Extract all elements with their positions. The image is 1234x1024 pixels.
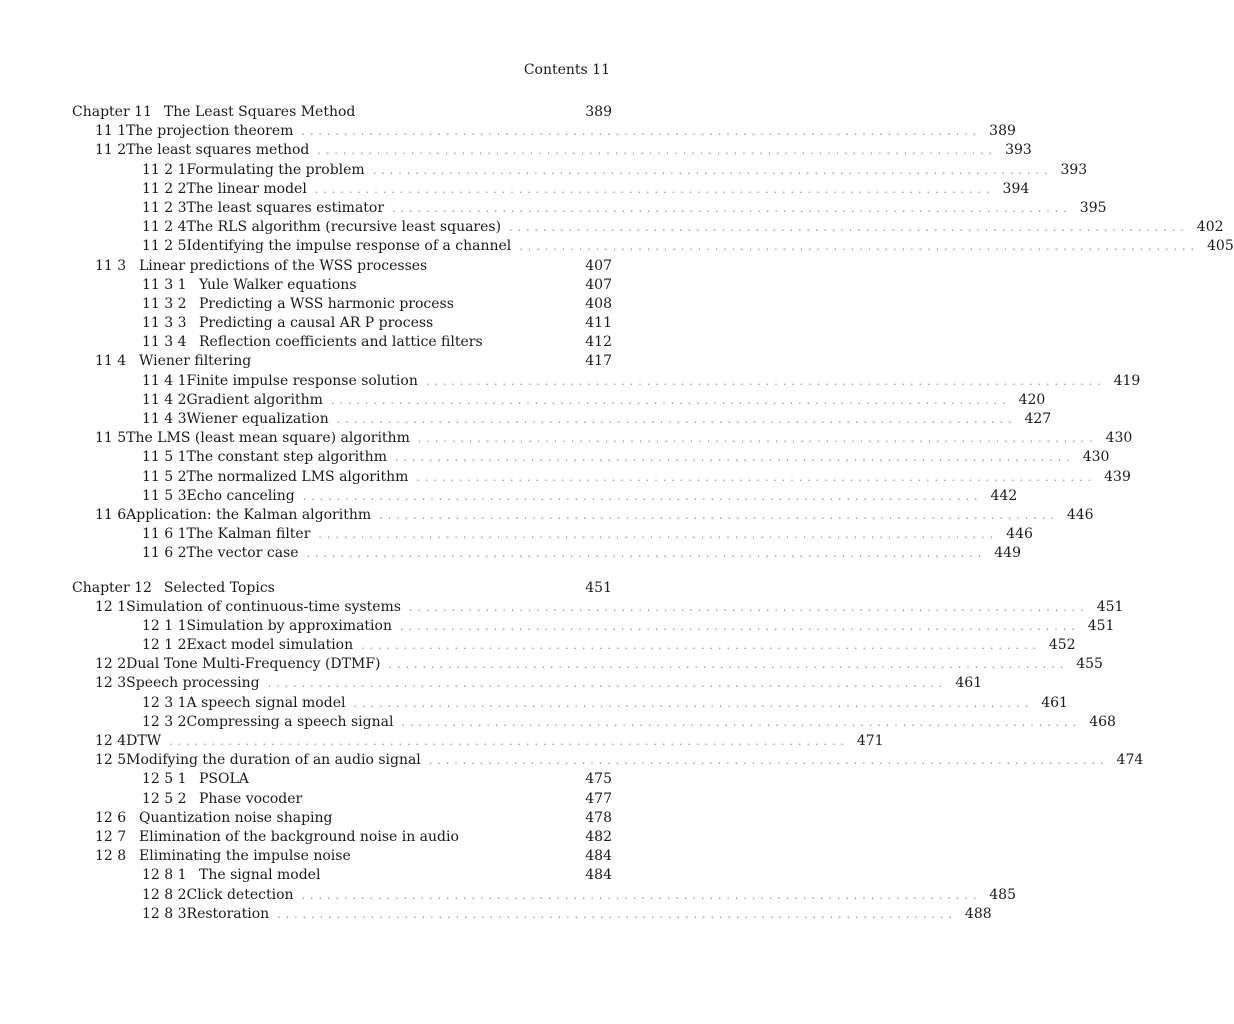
toc-entry-page-number: 484 [585, 867, 612, 884]
toc-entry-title: Selected Topics [163, 579, 275, 596]
toc-entry-subsection[interactable] [72, 334, 612, 353]
toc-entry-title: Formulating the problem [186, 161, 365, 178]
toc-entry-title: Restoration [186, 905, 270, 922]
toc-entry-subsection[interactable] [72, 791, 612, 810]
toc-entry-section[interactable] [72, 848, 612, 867]
toc-entry-number: 11 1 [95, 123, 127, 140]
toc-entry-title: Gradient algorithm [186, 391, 323, 408]
toc-entry-number: 11 4 2 [142, 391, 187, 408]
toc-entry-title: Wiener equalization [186, 411, 329, 427]
toc-entry-page-number: 485 [989, 886, 1016, 903]
toc-entry-section[interactable] [72, 142, 1032, 161]
toc-entry-number: 11 4 [95, 353, 127, 370]
leader-dots: ................................................................................ [417, 432, 1098, 446]
toc-entry-number: 11 5 [95, 430, 127, 447]
leader-dots: ................................................................................ [394, 451, 1075, 465]
toc-entry-number: Chapter 12 [72, 579, 152, 596]
toc-entry-number: 11 3 1 [142, 276, 187, 293]
toc-entry-page-number: 446 [1066, 506, 1094, 523]
leader-dots: ................................................................................ [509, 221, 1189, 235]
toc-entry-title: Quantization noise shaping [139, 809, 333, 826]
toc-entry-title: Linear predictions of the WSS processes [139, 257, 428, 274]
toc-entry-title: The Kalman filter [186, 526, 311, 543]
toc-entry-number: 12 5 1 [142, 771, 187, 788]
toc-entry-page-number: 420 [1018, 391, 1046, 408]
toc-entry-title: PSOLA [199, 771, 249, 788]
toc-entry-title: The linear model [186, 180, 307, 197]
toc-entry-title: The projection theorem [126, 123, 294, 140]
toc-entry-subsection[interactable] [72, 694, 1068, 714]
toc-entry-title: Identifying the impulse response of a channel [186, 238, 512, 255]
toc-entry-title: Predicting a causal AR P process [199, 315, 434, 332]
toc-entry-number: 11 6 [95, 506, 127, 523]
toc-entry-subsection[interactable] [72, 487, 1018, 507]
toc-entry-number: 12 5 2 [142, 790, 187, 807]
leader-dots: ................................................................................ [277, 907, 957, 921]
toc-entry-number: 11 5 2 [142, 468, 187, 485]
toc-entry-number: 12 1 [95, 598, 127, 615]
toc-entry-title: Application: the Kalman algorithm [126, 506, 372, 523]
toc-entry-page-number: 446 [1006, 526, 1033, 543]
toc-entry-page-number: 461 [955, 675, 983, 692]
toc-entry-page-number: 468 [1089, 713, 1116, 730]
leader-dots: ................................................................................ [372, 163, 1053, 177]
toc-entry-subsection[interactable] [72, 468, 1131, 488]
toc-entry-page-number: 488 [964, 905, 992, 922]
toc-entry-title: Predicting a WSS harmonic process [199, 295, 454, 312]
toc-entry-subsection[interactable] [72, 637, 1076, 656]
toc-entry-number: 12 6 [95, 809, 127, 826]
toc-entry-subsection[interactable] [72, 219, 1224, 238]
leader-dots: ................................................................................ [267, 677, 948, 691]
toc-entry-section[interactable] [72, 430, 1133, 449]
toc-entry-page-number: 389 [585, 104, 612, 120]
toc-entry-section[interactable] [72, 258, 612, 277]
toc-entry-number: 12 3 [95, 675, 127, 692]
toc-entry-chapter[interactable] [72, 104, 612, 123]
toc-entry-number: 11 2 5 [142, 238, 187, 255]
toc-entry-page-number: 393 [1060, 161, 1088, 178]
toc-entry-title: The normalized LMS algorithm [186, 468, 409, 485]
toc-entry-page-number: 430 [1082, 449, 1110, 466]
toc-entry-number: 11 3 2 [142, 295, 187, 312]
toc-entry-title: Finite impulse response solution [186, 372, 418, 389]
toc-entry-page-number: 430 [1105, 430, 1133, 447]
toc-entry-page-number: 407 [585, 257, 612, 274]
toc-entry-section[interactable] [72, 752, 1144, 771]
toc-entry-title: The RLS algorithm (recursive least squares) [186, 219, 502, 236]
leader-dots: ................................................................................ [392, 201, 1072, 215]
toc-entry-page-number: 451 [585, 579, 612, 596]
table-of-contents [72, 104, 1234, 925]
toc-entry-title: Compressing a speech signal [186, 713, 394, 730]
toc-entry-section[interactable] [72, 829, 612, 848]
running-header: Contents 11 [523, 62, 610, 78]
toc-entry-title: The Least Squares Method [163, 104, 356, 120]
toc-entry-number: 11 4 1 [142, 372, 187, 389]
leader-dots: ................................................................................ [336, 413, 1017, 426]
toc-entry-number: 11 2 1 [142, 161, 187, 178]
toc-entry-subsection[interactable] [72, 886, 1016, 906]
toc-entry-number: 11 4 3 [142, 411, 187, 427]
toc-entry-page-number: 442 [990, 487, 1018, 504]
toc-entry-title: Click detection [186, 886, 294, 903]
toc-entry-page-number: 417 [585, 353, 612, 370]
leader-dots: ................................................................................ [408, 600, 1089, 614]
toc-entry-section[interactable] [72, 506, 1094, 526]
toc-entry-page-number: 402 [1196, 219, 1224, 236]
leader-dots: ................................................................................ [306, 547, 987, 561]
toc-entry-subsection[interactable] [72, 545, 1021, 564]
toc-entry-number: 12 5 [95, 752, 127, 769]
toc-entry-number: 11 5 3 [142, 487, 187, 504]
toc-entry-title: The LMS (least mean square) algorithm [126, 430, 410, 447]
toc-entry-page-number: 475 [585, 771, 612, 788]
leader-dots: ................................................................................ [353, 696, 1034, 710]
toc-entry-number: 12 8 3 [142, 905, 187, 922]
toc-entry-number: 11 2 [95, 142, 127, 159]
toc-entry-page-number: 461 [1041, 694, 1068, 711]
leader-dots: ................................................................................ [301, 888, 982, 902]
toc-entry-page-number: 451 [1087, 617, 1115, 634]
toc-entry-subsection[interactable] [72, 180, 1030, 200]
toc-entry-page-number: 474 [1116, 752, 1144, 769]
toc-entry-subsection[interactable] [72, 713, 1116, 733]
toc-entry-page-number: 427 [1024, 411, 1052, 427]
toc-entry-number: 11 3 [95, 257, 127, 274]
leader-dots: ................................................................................ [399, 619, 1080, 633]
toc-entry-title: The least squares method [126, 142, 310, 159]
toc-entry-title: Modifying the duration of an audio signal [126, 752, 421, 769]
toc-entry-page-number: 471 [856, 733, 884, 749]
toc-entry-title: The vector case [186, 545, 299, 562]
leader-dots: ................................................................................ [401, 715, 1082, 729]
toc-entry-page-number: 393 [1005, 142, 1032, 159]
toc-entry-number: 12 8 2 [142, 886, 187, 903]
toc-entry-page-number: 405 [1207, 238, 1234, 255]
toc-entry-page-number: 394 [1002, 180, 1030, 197]
leader-dots: ................................................................................ [361, 639, 1041, 653]
toc-entry-number: 12 1 2 [142, 637, 187, 654]
toc-entry-number: 11 5 1 [142, 449, 187, 466]
toc-entry-page-number: 455 [1076, 656, 1103, 673]
leader-dots: ................................................................................ [169, 735, 849, 748]
toc-entry-number: 12 2 [95, 656, 127, 673]
toc-entry-section[interactable] [72, 733, 884, 752]
toc-entry-subsection[interactable] [72, 905, 992, 925]
leader-dots: ................................................................................ [425, 374, 1106, 388]
toc-entry-page-number: 412 [585, 334, 612, 351]
leader-dots: ................................................................................ [388, 658, 1069, 672]
toc-entry-page-number: 419 [1113, 372, 1141, 389]
toc-entry-title: Echo canceling [186, 487, 295, 504]
toc-entry-title: The signal model [199, 867, 321, 884]
toc-entry-title: Yule Walker equations [199, 276, 357, 293]
toc-entry-number: 11 3 3 [142, 315, 187, 332]
toc-entry-page-number: 439 [1104, 468, 1131, 485]
toc-entry-number: 11 3 4 [142, 334, 187, 351]
toc-entry-title: Eliminating the impulse noise [139, 848, 351, 865]
toc-entry-subsection[interactable] [72, 391, 1046, 411]
toc-entry-subsection[interactable] [72, 526, 1033, 545]
toc-entry-number: 11 2 3 [142, 199, 187, 216]
toc-entry-number: 12 3 1 [142, 694, 187, 711]
toc-entry-page-number: 389 [989, 123, 1016, 140]
toc-entry-page-number: 407 [585, 276, 612, 293]
toc-entry-chapter[interactable] [72, 580, 612, 599]
leader-dots: ................................................................................ [330, 393, 1011, 407]
toc-entry-page-number: 395 [1079, 199, 1107, 216]
leader-dots: ................................................................................ [416, 470, 1097, 484]
toc-entry-subsection[interactable] [72, 372, 1141, 392]
toc-entry-number: Chapter 11 [72, 104, 152, 120]
toc-entry-section[interactable] [72, 123, 1016, 142]
toc-entry-section[interactable] [72, 598, 1124, 618]
toc-entry-subsection[interactable] [72, 411, 1052, 430]
toc-entry-page-number: 408 [585, 295, 612, 312]
toc-entry-title: The least squares estimator [186, 199, 385, 216]
leader-dots: ................................................................................ [301, 125, 982, 139]
leader-dots: ................................................................................ [318, 528, 999, 542]
toc-entry-title: Elimination of the background noise in audio [139, 828, 459, 845]
toc-entry-page-number: 411 [585, 315, 612, 332]
toc-entry-number: 11 6 2 [142, 545, 187, 562]
toc-entry-number: 11 2 4 [142, 219, 187, 236]
toc-entry-subsection[interactable] [72, 867, 612, 886]
leader-dots: ................................................................................ [379, 508, 1059, 522]
toc-entry-number: 12 1 1 [142, 617, 187, 634]
toc-entry-number: 12 7 [95, 828, 127, 845]
toc-entry-title: Wiener filtering [139, 353, 252, 370]
leader-dots: ................................................................................ [428, 754, 1109, 768]
toc-entry-subsection[interactable] [72, 277, 612, 296]
toc-entry-page-number: 484 [585, 848, 612, 865]
toc-entry-number: 12 8 1 [142, 867, 187, 884]
toc-entry-page-number: 478 [585, 809, 612, 826]
toc-entry-page-number: 449 [994, 545, 1021, 562]
toc-entry-title: DTW [126, 733, 162, 749]
toc-entry-subsection[interactable] [72, 238, 1234, 257]
toc-entry-number: 12 4 [95, 733, 127, 749]
toc-entry-title: Exact model simulation [186, 637, 354, 654]
toc-entry-page-number: 451 [1096, 598, 1124, 615]
toc-entry-section[interactable] [72, 810, 612, 829]
leader-dots: ................................................................................ [302, 489, 983, 503]
leader-dots: ................................................................................ [519, 240, 1200, 254]
toc-entry-page-number: 482 [585, 828, 612, 845]
toc-entry-section[interactable] [72, 675, 983, 694]
toc-entry-title: Phase vocoder [199, 790, 303, 807]
toc-entry-page-number: 452 [1048, 637, 1076, 654]
leader-dots: ................................................................................ [314, 182, 995, 196]
toc-entry-subsection[interactable] [72, 771, 612, 790]
leader-dots: ................................................................................ [317, 144, 998, 158]
toc-entry-section[interactable] [72, 656, 1103, 675]
toc-entry-subsection[interactable] [72, 617, 1115, 637]
toc-entry-title: Simulation of continuous-time systems [126, 598, 401, 615]
toc-entry-number: 12 8 [95, 848, 127, 865]
toc-entry-page-number: 477 [585, 790, 612, 807]
toc-entry-title: Dual Tone Multi-Frequency (DTMF) [126, 656, 381, 673]
toc-entry-section[interactable] [72, 353, 612, 372]
toc-entry-number: 11 6 1 [142, 526, 187, 543]
toc-entry-title: Reflection coefficients and lattice filters [199, 334, 483, 351]
toc-entry-subsection[interactable] [72, 199, 1107, 219]
toc-entry-number: 11 2 2 [142, 180, 187, 197]
toc-entry-title: Speech processing [126, 675, 260, 692]
toc-entry-number: 12 3 2 [142, 713, 187, 730]
toc-entry-title: A speech signal model [186, 694, 346, 711]
toc-entry-subsection[interactable] [72, 315, 612, 334]
toc-entry-title: Simulation by approximation [186, 617, 392, 634]
toc-entry-title: The constant step algorithm [186, 449, 387, 466]
toc-entry-subsection[interactable] [72, 296, 612, 315]
toc-entry-subsection[interactable] [72, 161, 1088, 181]
toc-entry-subsection[interactable] [72, 449, 1110, 468]
